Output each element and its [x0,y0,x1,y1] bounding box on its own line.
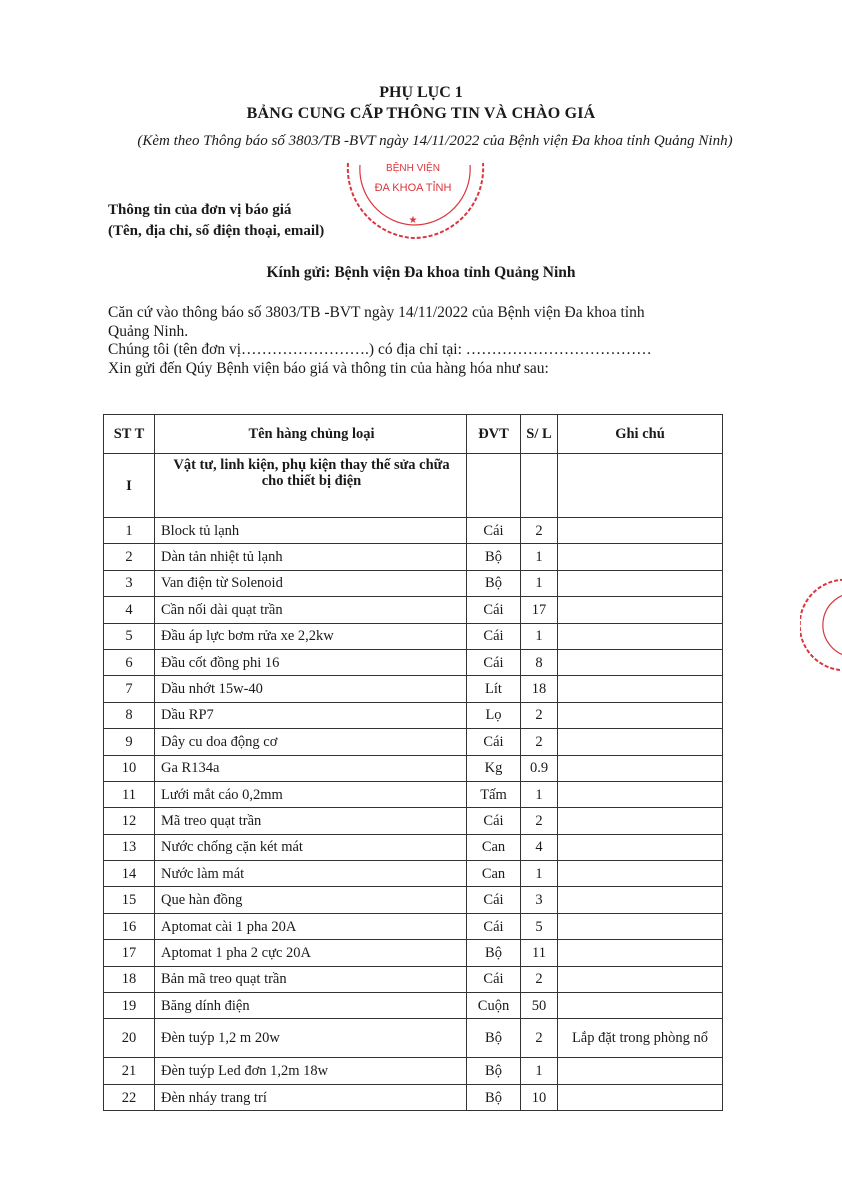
row-stt: 1 [104,518,155,544]
row-qty: 5 [521,913,558,939]
row-qty: 1 [521,570,558,596]
body-paragraph [108,304,758,378]
row-stt: 12 [104,808,155,834]
row-unit: Bộ [467,1019,521,1058]
row-note [558,597,723,623]
section-qty [521,454,558,518]
row-stt: 8 [104,702,155,728]
section-unit [467,454,521,518]
row-name: Đầu áp lực bơm rửa xe 2,2kw [155,623,467,649]
header-unit: ĐVT [467,415,521,454]
row-qty: 18 [521,676,558,702]
row-name: Block tủ lạnh [155,518,467,544]
row-note [558,1058,723,1084]
row-qty: 1 [521,861,558,887]
row-stt: 18 [104,966,155,992]
section-note [558,454,723,518]
row-stt: 13 [104,834,155,860]
row-qty: 3 [521,887,558,913]
row-name: Đèn nháy trang trí [155,1084,467,1110]
table-body [104,454,723,1111]
row-note: Lắp đặt trong phòng nổ [558,1019,723,1058]
table-row [104,544,723,570]
row-stt: 9 [104,729,155,755]
row-stt: 15 [104,887,155,913]
row-name: Que hàn đồng [155,887,467,913]
row-name: Aptomat 1 pha 2 cực 20A [155,940,467,966]
table-row [104,913,723,939]
row-name: Đèn tuýp 1,2 m 20w [155,1019,467,1058]
row-unit: Bộ [467,570,521,596]
row-name: Van điện từ Solenoid [155,570,467,596]
document-subtitle: (Kèm theo Thông báo số 3803/TB -BVT ngày 14/11/2022 của Bệnh viện Đa khoa tỉnh Quảng Ninh) [137,133,733,149]
row-stt: 16 [104,913,155,939]
table-row [104,676,723,702]
row-note [558,940,723,966]
row-qty: 10 [521,1084,558,1110]
row-stt: 6 [104,649,155,675]
stamp-star-icon: ★ [408,215,418,226]
row-unit: Cái [467,808,521,834]
stamp-text-top: BỆNH VIỆN [386,163,440,174]
body-line3: Chúng tôi (tên đơn vị…………………….) có địa chỉ tại: ……………………………… [108,341,652,358]
row-stt: 2 [104,544,155,570]
greeting: Kính gửi: Bệnh viện Đa khoa tỉnh Quảng Ninh [266,264,576,281]
row-unit: Kg [467,755,521,781]
row-note [558,649,723,675]
row-stt: 4 [104,597,155,623]
row-name: Dàn tản nhiệt tủ lạnh [155,544,467,570]
row-note [558,993,723,1019]
row-stt: 11 [104,781,155,807]
row-name: Đầu cốt đồng phi 16 [155,649,467,675]
row-stt: 7 [104,676,155,702]
section-row [104,454,723,518]
row-qty: 1 [521,623,558,649]
row-note [558,781,723,807]
row-name: Băng dính điện [155,993,467,1019]
row-name: Dầu nhớt 15w-40 [155,676,467,702]
table-row [104,1058,723,1084]
row-qty: 1 [521,781,558,807]
row-name: Dây cu doa động cơ [155,729,467,755]
table-row [104,570,723,596]
row-unit: Cái [467,887,521,913]
table-row [104,993,723,1019]
section-name: Vật tư, linh kiện, phụ kiện thay thế sửa chữa cho thiết bị điện [155,454,467,518]
row-note [558,676,723,702]
row-qty: 17 [521,597,558,623]
row-name: Nước làm mát [155,861,467,887]
document-title: BẢNG CUNG CẤP THÔNG TIN VÀ CHÀO GIÁ [246,105,596,122]
row-note [558,913,723,939]
row-name: Dầu RP7 [155,702,467,728]
hospital-stamp [338,143,488,243]
table-row [104,649,723,675]
table-row [104,834,723,860]
header-name: Tên hàng chủng loại [155,415,467,454]
row-unit: Cái [467,623,521,649]
table-row [104,1084,723,1110]
row-stt: 3 [104,570,155,596]
row-unit: Bộ [467,940,521,966]
row-unit: Lít [467,676,521,702]
row-qty: 11 [521,940,558,966]
row-unit: Can [467,834,521,860]
quotation-table [103,414,723,1111]
row-unit: Lọ [467,702,521,728]
row-note [558,518,723,544]
table-row [104,623,723,649]
row-name: Đèn tuýp Led đơn 1,2m 18w [155,1058,467,1084]
row-name: Mã treo quạt trần [155,808,467,834]
table-row [104,702,723,728]
row-stt: 21 [104,1058,155,1084]
row-stt: 20 [104,1019,155,1058]
row-name: Ga R134a [155,755,467,781]
row-stt: 22 [104,1084,155,1110]
header-qty: S/ L [521,415,558,454]
row-note [558,966,723,992]
row-unit: Bộ [467,1058,521,1084]
row-name: Nước chống cặn két mát [155,834,467,860]
row-unit: Bộ [467,1084,521,1110]
row-qty: 1 [521,1058,558,1084]
row-unit: Cái [467,729,521,755]
row-unit: Cái [467,518,521,544]
unit-info-line2: (Tên, địa chỉ, số điện thoại, email) [108,223,325,239]
row-qty: 2 [521,518,558,544]
table-row [104,781,723,807]
body-line2: Quảng Ninh. [108,322,189,340]
row-note [558,755,723,781]
row-unit: Cái [467,913,521,939]
stamp-text-mid: ĐA KHOA TỈNH [374,182,452,194]
row-qty: 2 [521,808,558,834]
row-stt: 17 [104,940,155,966]
row-qty: 2 [521,1019,558,1058]
row-unit: Bộ [467,544,521,570]
row-name: Lưới mắt cáo 0,2mm [155,781,467,807]
row-unit: Cái [467,649,521,675]
row-stt: 5 [104,623,155,649]
row-note [558,834,723,860]
table-row [104,808,723,834]
row-qty: 0.9 [521,755,558,781]
body-line1: Căn cứ vào thông báo số 3803/TB -BVT ngày 14/11/2022 của Bệnh viện Đa khoa tỉnh [108,304,645,321]
section-stt: I [104,454,155,518]
unit-info-line1: Thông tin của đơn vị báo giá [108,202,292,218]
row-name: Bản mã treo quạt trần [155,966,467,992]
table-row [104,597,723,623]
table-row [104,755,723,781]
row-note [558,861,723,887]
row-note [558,1084,723,1110]
row-note [558,808,723,834]
row-unit: Cuộn [467,993,521,1019]
row-qty: 1 [521,544,558,570]
body-line4: Xin gửi đến Qúy Bệnh viện báo giá và thông tin của hàng hóa như sau: [108,359,549,377]
row-stt: 10 [104,755,155,781]
row-unit: Can [467,861,521,887]
row-qty: 2 [521,966,558,992]
table-row [104,729,723,755]
row-unit: Cái [467,966,521,992]
row-note [558,702,723,728]
table-header-row [104,415,723,454]
quoting-unit-info [108,200,324,242]
row-qty: 2 [521,702,558,728]
row-unit: Tấm [467,781,521,807]
appendix-title: PHỤ LỤC 1 [379,84,463,101]
table-row [104,966,723,992]
table-row [104,1019,723,1058]
row-qty: 4 [521,834,558,860]
row-note [558,570,723,596]
header-note: Ghi chú [558,415,723,454]
row-stt: 19 [104,993,155,1019]
edge-stamp [800,575,842,675]
row-qty: 2 [521,729,558,755]
row-name: Cần nối dài quạt trần [155,597,467,623]
row-note [558,623,723,649]
row-note [558,544,723,570]
row-qty: 50 [521,993,558,1019]
row-unit: Cái [467,597,521,623]
row-note [558,887,723,913]
table-row [104,861,723,887]
row-name: Aptomat cài 1 pha 20A [155,913,467,939]
table-row [104,940,723,966]
row-qty: 8 [521,649,558,675]
table-row [104,887,723,913]
table-row [104,518,723,544]
header-stt: ST T [104,415,155,454]
row-stt: 14 [104,861,155,887]
row-note [558,729,723,755]
